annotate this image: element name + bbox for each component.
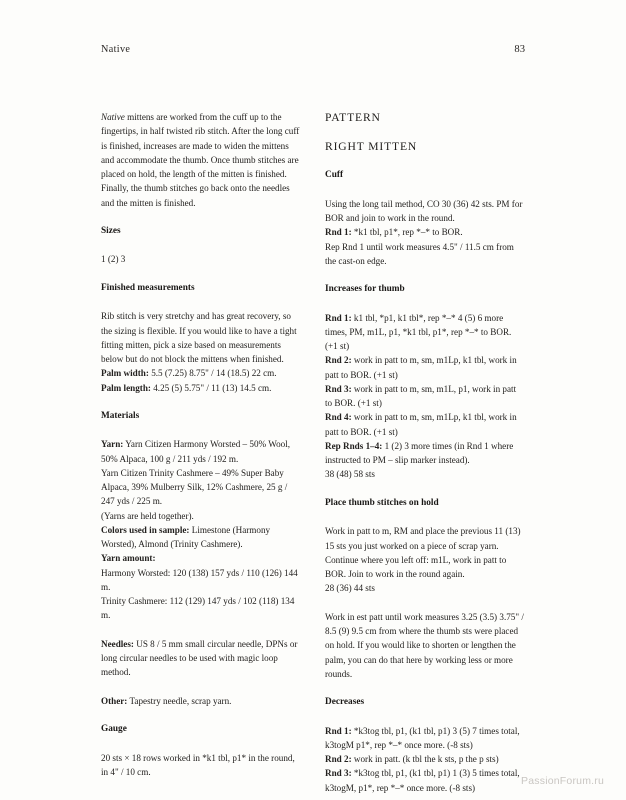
- colors-label: Colors used in sample:: [101, 524, 190, 535]
- rep-rnds-line: [325, 439, 525, 468]
- palm-width-label: Palm width:: [101, 368, 149, 379]
- decreases-rnd3-label: Rnd 3:: [325, 768, 352, 779]
- yarn-line: [101, 437, 301, 466]
- yarn-label: Yarn:: [101, 439, 124, 450]
- decreases-rnd1-value: *k3tog tbl, p1, (k1 tbl, p1) 3 (5) 7 times total, k3togM p1*, rep *–* once more. (-8 sts): [325, 725, 520, 750]
- increases-rnd4-label: Rnd 4:: [325, 412, 352, 423]
- other-line: [101, 694, 301, 708]
- increases-rnd1-label: Rnd 1:: [325, 312, 352, 323]
- decreases-rnd2-line: [325, 752, 525, 766]
- other-value: Tapestry needle, scrap yarn.: [127, 695, 232, 706]
- heading-cuff: Cuff: [325, 170, 344, 181]
- yarn-amount-harmony: Harmony Worsted: 120 (138) 157 yds / 110 (126) 144 m.: [101, 567, 298, 592]
- cuff-body: Using the long tail method, CO 30 (36) 42 sts. PM for BOR and join to work in the round.: [325, 198, 523, 224]
- decreases-rnd1-line: [325, 724, 525, 753]
- palm-length-label: Palm length:: [101, 382, 151, 393]
- est-patt-body: Work in est patt until work measures 3.25 (3.5) 3.75" / 8.5 (9) 9.5 cm from where the thumb sts were placed on hold. If you would like to shorten or lengthen the palm, you can do that here by working less or more rounds.: [325, 611, 524, 679]
- increases-rnd3-line: [325, 382, 525, 411]
- palm-length-value: 4.25 (5) 5.75" / 11 (13) 14.5 cm.: [150, 382, 272, 393]
- heading-right-mitten: RIGHT MITTEN: [325, 140, 418, 154]
- decreases-rnd3-line: [325, 766, 525, 795]
- increases-rnd3-value: work in patt to m, sm, m1L, p1, work in patt to BOR. (+1 st): [325, 383, 517, 409]
- needles-label: Needles:: [101, 638, 134, 649]
- measurements-body: Rib stitch is very stretchy and has great recovery, so the sizing is flexible. If you would like to have a tight fitting mitten, pick a size based on measurements below but do not block the mittens when finished.: [101, 311, 297, 364]
- yarn-amount-label: Yarn amount:: [101, 553, 156, 564]
- heading-pattern: PATTERN: [325, 111, 381, 124]
- intro-italic-lead: Native: [101, 112, 125, 122]
- increases-rnd2-label: Rnd 2:: [325, 355, 352, 366]
- increases-rnd3-label: Rnd 3:: [325, 383, 352, 394]
- needles-value: US 8 / 5 mm small circular needle, DPNs or long circular needles to be used with magic loop method.: [101, 638, 298, 678]
- rep-rnds-label: Rep Rnds 1–4:: [325, 440, 383, 451]
- heading-finished-measurements: Finished measurements: [101, 282, 195, 293]
- other-label: Other:: [101, 695, 128, 706]
- palm-width-value: 5.5 (7.25) 8.75" / 14 (18.5) 22 cm.: [148, 368, 277, 379]
- yarn-held-note: (Yarns are held together).: [101, 510, 194, 521]
- right-column: [325, 110, 525, 795]
- decreases-rnd2-value: work in patt. (k tbl the k sts, p the p sts): [351, 754, 499, 765]
- yarn-amount-trinity: Trinity Cashmere: 112 (129) 147 yds / 102 (118) 134 m.: [101, 596, 295, 621]
- sizes-value: 1 (2) 3: [101, 254, 126, 265]
- heading-increases-for-thumb: Increases for thumb: [325, 284, 405, 295]
- heading-gauge: Gauge: [101, 724, 127, 735]
- hold-count: 28 (36) 44 sts: [325, 583, 375, 594]
- heading-materials: Materials: [101, 410, 140, 421]
- gauge-body: 20 sts × 18 rows worked in *k1 tbl, p1* in the round, in 4" / 10 cm.: [101, 752, 295, 777]
- decreases-rnd2-label: Rnd 2:: [325, 754, 352, 765]
- needles-line: [101, 637, 301, 680]
- heading-decreases: Decreases: [325, 697, 365, 708]
- colors-line: [101, 523, 301, 552]
- left-column: [101, 110, 301, 795]
- heading-place-thumb-stitches-on-hold: Place thumb stitches on hold: [325, 497, 439, 508]
- increases-rnd4-line: [325, 410, 525, 439]
- increases-rnd1-line: [325, 311, 525, 354]
- page-number: 83: [514, 44, 525, 55]
- site-watermark: PassionForum.ru: [521, 775, 604, 787]
- cuff-rnd1-value: *k1 tbl, p1*, rep *–* to BOR.: [351, 227, 463, 238]
- increases-rnd2-line: [325, 353, 525, 382]
- rep-rnds-count: 38 (48) 58 sts: [325, 469, 375, 480]
- yarn-line-2: Yarn Citizen Trinity Cashmere – 49% Super Baby Alpaca, 39% Mulberry Silk, 12% Cashmere, 25 g / 247 yds / 225 m.: [101, 467, 288, 507]
- cuff-rep-line: Rep Rnd 1 until work measures 4.5" / 11.5 cm from the cast-on edge.: [325, 241, 514, 266]
- colors-value: Limestone (Harmony Worsted), Almond (Trinity Cashmere).: [101, 524, 271, 550]
- intro-paragraph-text: mittens are worked from the cuff up to the fingertips, in half twisted rib stitch. After the long cuff is finished, increases are made to widen the mittens and accommodate the thumb. Once thumb stitches are placed on hold, the length of the mitten is finished. Finally, the thumb stitches go back onto the needles and the mitten is finished.: [101, 112, 300, 208]
- cuff-rnd1-line: [325, 225, 525, 239]
- palm-width-line: [101, 366, 301, 380]
- increases-rnd1-value: k1 tbl, *p1, k1 tbl*, rep *–* 4 (5) 6 more times, PM, m1L, p1, *k1 tbl, p1*, rep *–* to BOR. (+1 st): [325, 312, 512, 352]
- increases-rnd4-value: work in patt to m, sm, m1Lp, k1 tbl, work in patt to BOR. (+1 st): [325, 412, 517, 437]
- cuff-rnd1-label: Rnd 1:: [325, 227, 352, 238]
- palm-length-line: [101, 381, 301, 395]
- increases-rnd2-value: work in patt to m, sm, m1Lp, k1 tbl, work in patt to BOR. (+1 st): [325, 355, 517, 380]
- running-head: Native: [101, 44, 131, 55]
- decreases-rnd3-value: *k3tog tbl, p1, (k1 tbl, p1) 1 (3) 5 times total, k3togM, p1*, rep *–* once more. (-8 sts): [325, 768, 520, 793]
- body-columns: [101, 110, 525, 795]
- yarn-value: Yarn Citizen Harmony Worsted – 50% Wool, 50% Alpaca, 100 g / 211 yds / 192 m.: [101, 439, 291, 464]
- hold-body: Work in patt to m, RM and place the previous 11 (13) 15 sts you just worked on a piece of scrap yarn. Continue where you left off: m1L, work in patt to BOR. Join to work in the round again.: [325, 526, 521, 580]
- rep-rnds-value: 1 (2) 3 more times (in Rnd 1 where instructed to PM – slip marker instead).: [325, 440, 514, 466]
- heading-sizes: Sizes: [101, 225, 121, 236]
- intro-paragraph: [101, 110, 301, 210]
- decreases-rnd1-label: Rnd 1:: [325, 725, 352, 736]
